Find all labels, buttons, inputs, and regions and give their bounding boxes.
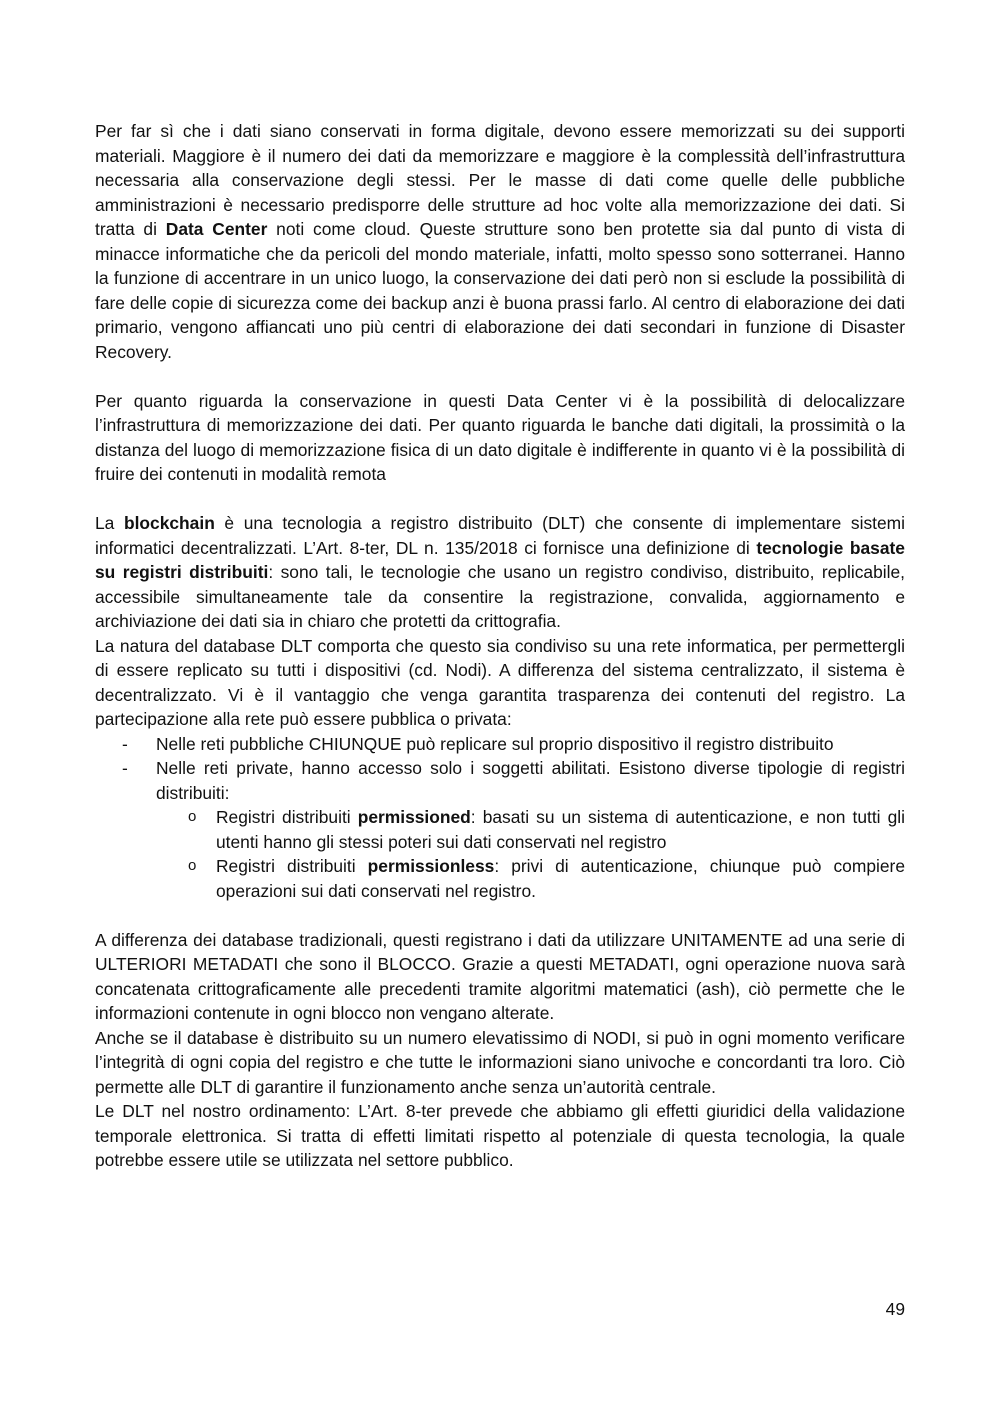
text-run: noti come cloud. Queste strutture sono ben protette sia dal punto di vista di minacce informatiche che da pericoli del mondo materiale, infatti, molto spesso sono sotterranei. Hanno la funzione di accentrare in un unico luogo, la conservazione dei dati però non si esclude la possibilità di fare delle copie di sicurezza come dei backup anzi è buona prassi farlo. Al centro di elaborazione dei dati primario, vengono affiancati uno più centri di elaborazione dei dati secondari in funzione di Disaster Recovery. — [95, 219, 905, 362]
text-run: : privi di autenticazione, chiunque può compiere operazioni sui dati conservati nel registro. — [216, 856, 905, 901]
paragraph-dlt-law: Le DLT nel nostro ordinamento: L’Art. 8-ter prevede che abbiamo gli effetti giuridici della validazione temporale elettronica. Si tratta di effetti limitati rispetto al potenziale di questa tecnologia, la quale potrebbe essere utile se utilizzata nel settore pubblico. — [95, 1101, 905, 1170]
bold-term-blockchain: blockchain — [123, 513, 215, 533]
circle-bullet: o — [188, 808, 197, 825]
paragraph-nodes: Anche se il database è distribuito su un numero elevatissimo di NODI, si può in ogni momento verificare l’integrità di ogni copia del registro e che tutte le informazioni siano univoche e concordanti tra loro. Ciò permette alle DLT di garantire il funzionamento anche senza un’autorità centrale. — [95, 1027, 905, 1097]
page-body — [95, 119, 905, 1173]
paragraph-gap — [95, 487, 905, 512]
text-run: Per far sì che i dati siano conservati in forma digitale, devono essere memorizzati su dei supporti materiali. Maggiore è il numero dei dati da memorizzare e maggiore è la complessità dell’infrastruttura necessaria alla conservazione degli stessi. Per le masse di dati come quelle delle pubbliche amministrazioni è necessario predisporre delle strutture ad hoc volte alla memorizzazione dei dati. Si tratta di — [95, 121, 905, 239]
paragraph-delocalization: Per quanto riguarda la conservazione in questi Data Center vi è la possibilità di delocalizzare l’infrastruttura di memorizzazione dei dati. Per quanto riguarda le banche dati digitali, la prossimità o la distanza del luogo di memorizzazione fisica di un dato digitale è indifferente in quanto vi è la possibilità di fruire dei contenuti in modalità remota — [95, 390, 905, 484]
dash-bullet: - — [122, 733, 128, 754]
registry-type-list — [95, 805, 905, 903]
text-run: La — [95, 513, 124, 533]
circle-bullet: o — [188, 857, 197, 874]
paragraph-dlt-nature: La natura del database DLT comporta che questo sia condiviso su una rete informatica, per permettergli di essere replicato su tutti i dispositivi (cd. Nodi). A differenza del sistema centralizzato, il sistema è decentralizzato. Vi è il vantaggio che venga garantita trasparenza dei contenuti del registro. La partecipazione alla rete può essere pubblica o privata: — [95, 635, 905, 729]
text-run: : sono tali, le tecnologie che usano un registro condiviso, distribuito, replicabile, accessibile simultaneamente tale da consentire la registrazione, convalida, aggiornamento e archiviazione dei dati sia in chiaro che protetti da crittografia. — [95, 562, 905, 631]
paragraph-gap — [95, 364, 905, 389]
paragraph-metadata: A differenza dei database tradizionali, questi registrano i dati da utilizzare UNITAMENTE ad una serie di ULTERIORI METADATI che sono il BLOCCO. Grazie a questi METADATI, ogni operazione nuova sarà concatenata crittograficamente alle precedenti tramite algoritmi matematici (ash), ciò permette che le informazioni contenute in ogni blocco non vengano alterate. — [95, 929, 905, 1023]
text-run: Registri distribuiti — [216, 807, 358, 827]
paragraph-blockchain — [95, 511, 905, 634]
sub-list-item — [156, 805, 905, 854]
bold-term-dlt: tecnologie basate su registri distribuiti — [95, 537, 905, 582]
text-run: : basati su un sistema di autenticazione, e non tutti gli utenti hanno gli stessi poteri sui dati conservati nel registro — [216, 807, 906, 852]
list-item — [95, 756, 905, 903]
list-item — [95, 732, 905, 757]
list-item-text: Nelle reti pubbliche CHIUNQUE può replicare sul proprio dispositivo il registro distribuito — [156, 733, 834, 754]
bold-term-permissioned: permissioned — [357, 807, 471, 827]
paragraph-data-center — [95, 119, 905, 364]
bold-term-data-center: Data Center — [165, 219, 268, 239]
network-type-list — [95, 732, 905, 904]
text-run: Registri distribuiti — [216, 856, 368, 876]
list-item-text: Nelle reti private, hanno accesso solo i soggetti abilitati. Esistono diverse tipologie di registri distribuiti: — [156, 758, 905, 803]
dash-bullet: - — [122, 758, 128, 778]
text-run: è una tecnologia a registro distribuito (DLT) che consente di implementare sistemi informatici decentralizzati. L’Art. 8-ter, DL n. 135/2018 ci fornisce una definizione di — [95, 513, 905, 558]
page-number: 49 — [885, 1299, 905, 1319]
paragraph-gap — [95, 903, 905, 928]
sub-list-item — [156, 854, 905, 903]
bold-term-permissionless: permissionless — [367, 856, 495, 876]
